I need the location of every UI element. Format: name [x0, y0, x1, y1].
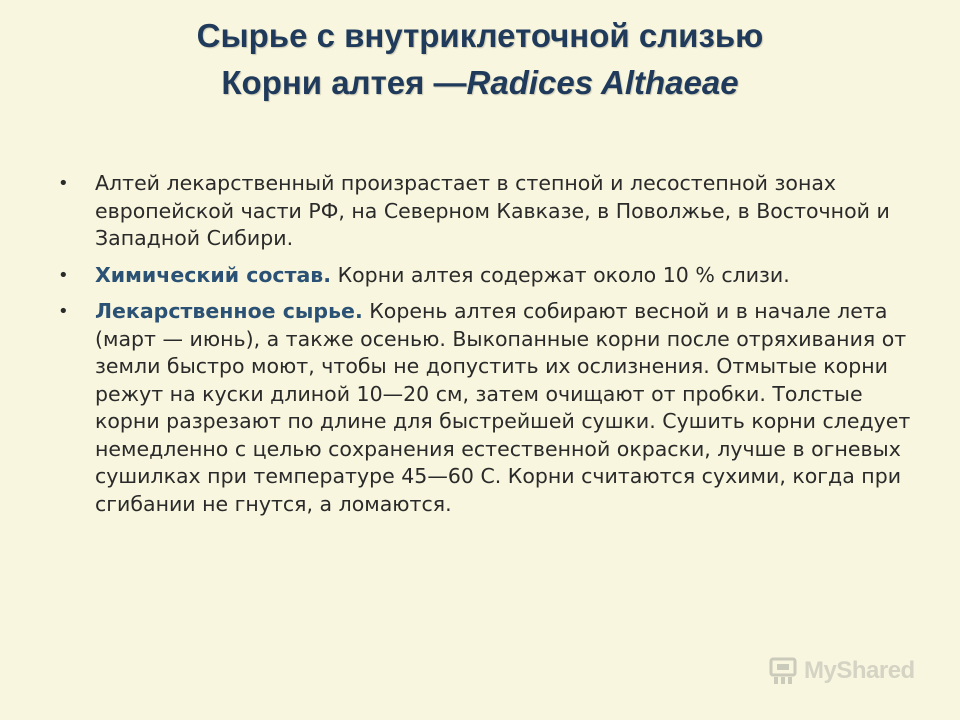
list-item — [58, 298, 918, 518]
bullet-icon: • — [58, 264, 69, 286]
item-text: Алтей лекарственный произрастает в степной и лесостепной зонах европейской части РФ, на Северном Кавказе, в Поволжье, в Восточной и Западной Сибири. — [95, 171, 890, 250]
bullet-icon: • — [58, 173, 69, 194]
item-lead: Химический состав. — [95, 262, 332, 287]
item-lead: Лекарственное сырье. — [95, 299, 363, 323]
bullet-icon: • — [58, 301, 69, 322]
title-line-2 — [60, 59, 900, 106]
title-latin-name: Radices Althaeae — [466, 64, 739, 101]
bullet-list — [58, 170, 918, 527]
title-line-1: Сырье с внутриклеточной слизью — [196, 17, 764, 54]
list-item — [58, 170, 918, 253]
watermark — [768, 657, 915, 685]
item-text: Корни алтея содержат около 10 % слизи. — [331, 262, 790, 287]
slide-title — [60, 12, 900, 106]
list-item — [58, 262, 918, 290]
myshared-logo-icon — [768, 657, 798, 685]
item-text: Корень алтея собирают весной и в начале лета (март — июнь), а также осенью. Выкопанные корни после отряхивания от земли быстро моют, чтобы не допустить их ослизнения. Отмытые корни режут на куски длиной 10—20 см, затем очищают от пробки. Толстые корни разрезают по длине для быстрейшей сушки. Сушить корни следует немедленно с целью сохранения естественной окраски, лучше в огневых сушилках при температуре 45—60 С. Корни считаются сухими, когда при сгибании не гнутся, а ломаются. — [95, 299, 911, 516]
watermark-text: MyShared — [804, 657, 915, 684]
title-line-2-prefix: Корни алтея — — [221, 64, 467, 101]
